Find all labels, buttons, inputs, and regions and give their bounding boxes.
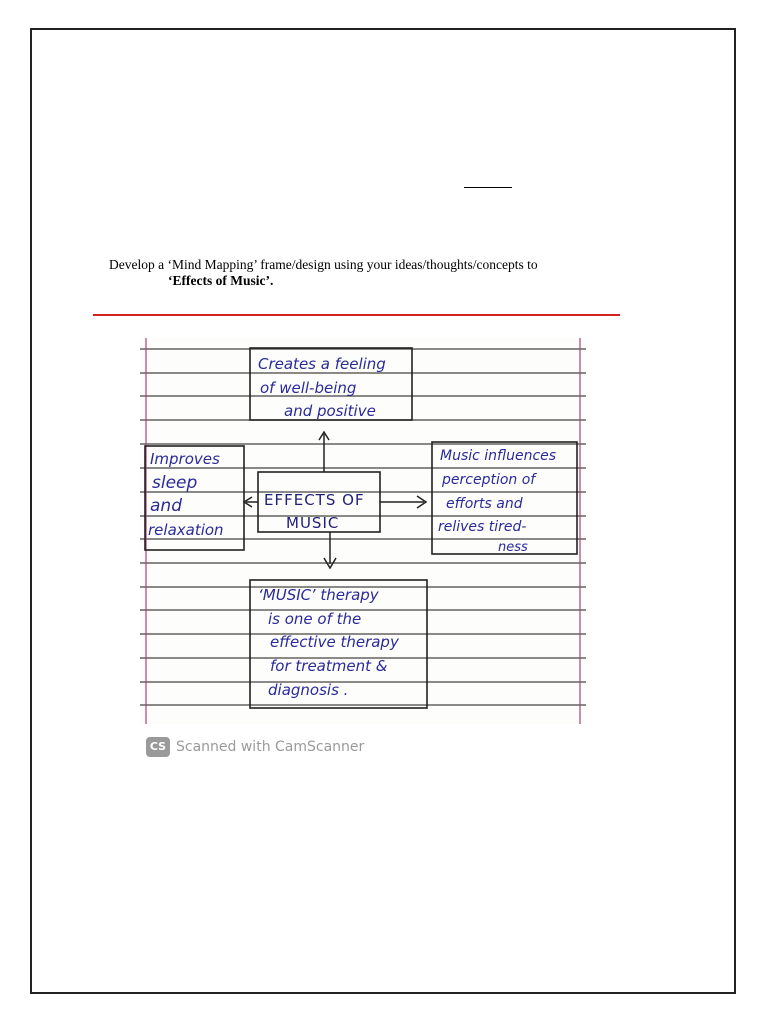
short-underline: [464, 187, 512, 188]
center-line-2: MUSIC: [286, 514, 340, 532]
left-line-1: Improves: [150, 450, 220, 468]
bottom-line-3: effective therapy: [270, 633, 399, 651]
red-divider: [93, 314, 620, 316]
camscanner-logo-icon: CS: [146, 737, 170, 757]
center-line-1: EFFECTS OF: [264, 491, 365, 509]
bottom-line-4: for treatment &: [270, 657, 388, 675]
right-line-1: Music influences: [440, 448, 557, 464]
bottom-line-2: is one of the: [268, 610, 362, 628]
bottom-line-1: ‘MUSIC’ therapy: [258, 586, 379, 604]
left-line-2: sleep: [152, 473, 198, 493]
top-line-1: Creates a feeling: [258, 355, 386, 373]
left-line-3: and: [150, 496, 182, 516]
top-line-3: and positive: [284, 402, 376, 420]
right-line-2: perception of: [442, 472, 536, 488]
bottom-line-5: diagnosis .: [268, 681, 349, 699]
top-line-2: of well-being: [260, 379, 357, 397]
right-line-3: efforts and: [446, 496, 523, 512]
camscanner-text: Scanned with CamScanner: [176, 739, 365, 755]
camscanner-watermark: [146, 737, 364, 757]
scanned-mind-map: [140, 338, 586, 724]
left-line-4: relaxation: [148, 521, 224, 539]
mind-map-drawing: [140, 338, 586, 724]
right-line-5: ness: [498, 540, 528, 555]
instruction-text: Develop a ‘Mind Mapping’ frame/design using your ideas/thoughts/concepts to: [109, 257, 538, 272]
instruction-topic: ‘Effects of Music’.: [168, 273, 274, 288]
right-line-4: relives tired-: [438, 519, 527, 535]
